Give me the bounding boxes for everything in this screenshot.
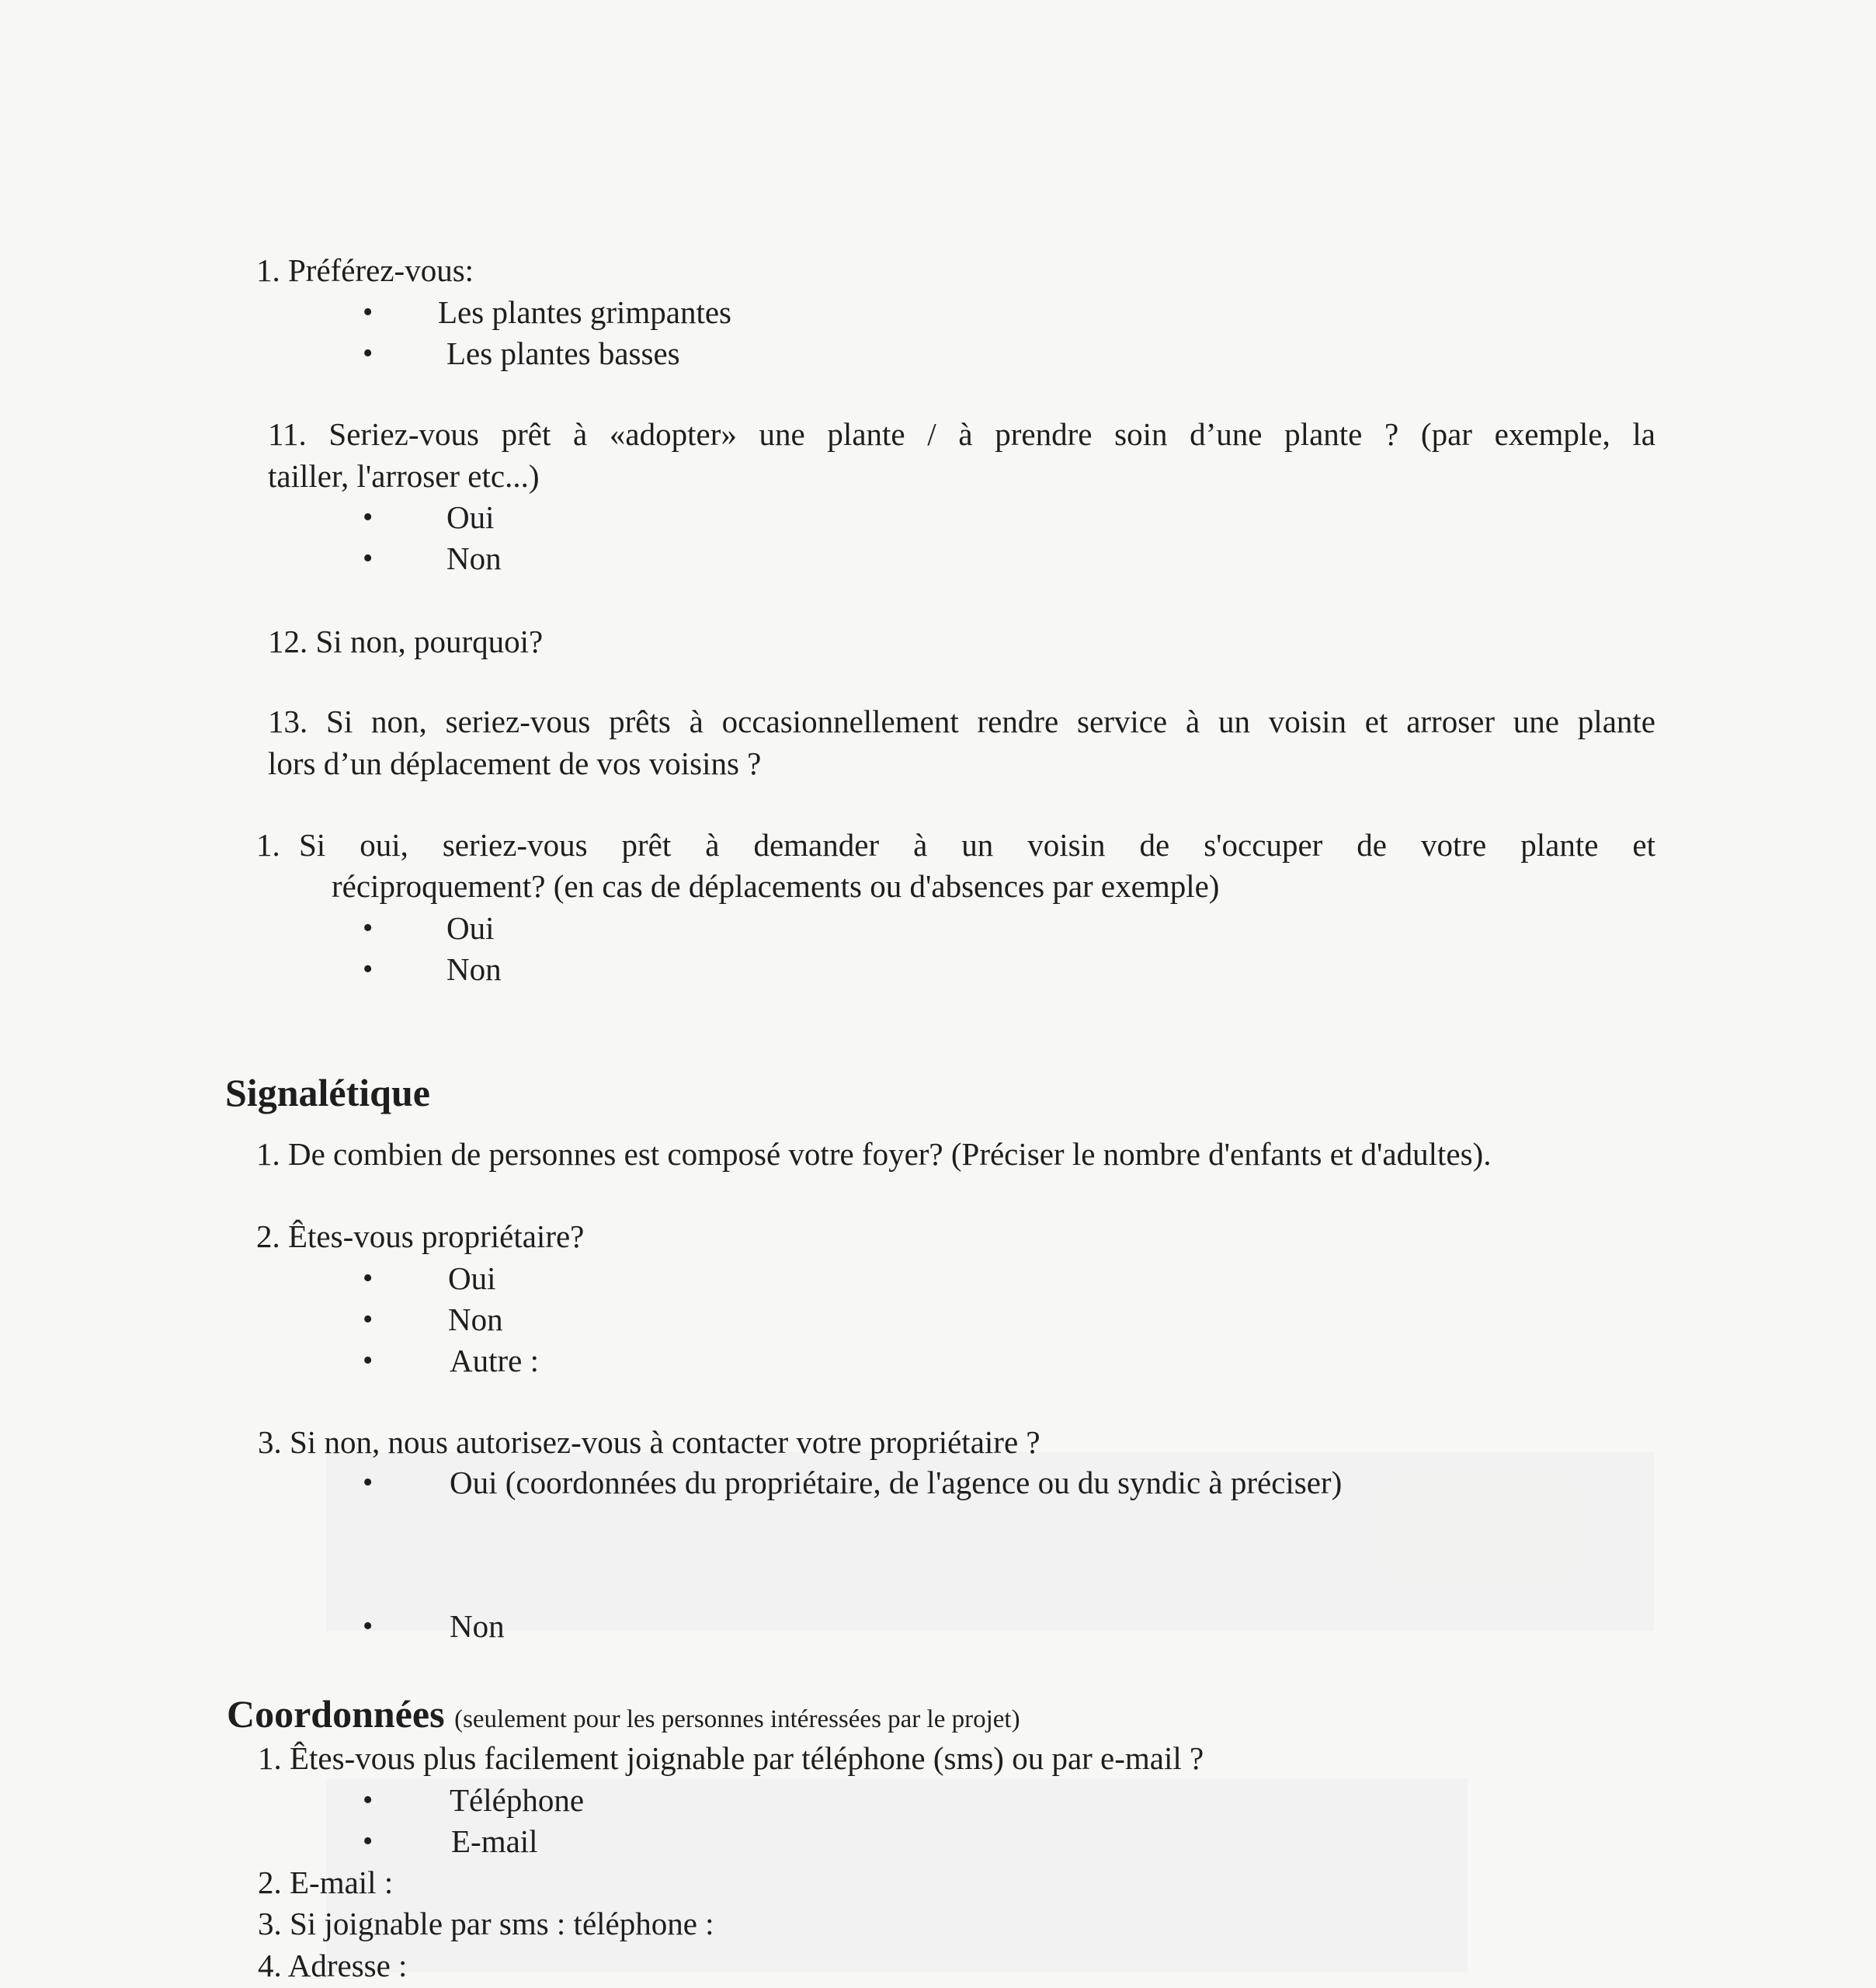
option-low-plants: Les plantes basses (446, 335, 680, 371)
bullet: • (363, 1466, 373, 1499)
question-13-line-2: lors d’un déplacement de vos voisins ? (268, 746, 762, 781)
signaletique-q2-option-other: Autre : (450, 1343, 539, 1378)
question-si-oui-number: 1. (256, 827, 280, 863)
signaletique-question-1: 1. De combien de personnes est composé votre foyer? (Préciser le nombre d'enfants et d'adultes). (256, 1136, 1492, 1172)
bullet: • (363, 953, 373, 985)
coordonnees-question-4: 4. Adresse : (258, 1948, 408, 1983)
bullet: • (363, 1344, 373, 1377)
question-si-oui-line-2: réciproquement? (en cas de déplacements ou d'absences par exemple) (332, 868, 1220, 904)
bullet: • (363, 1825, 373, 1858)
bullet: • (363, 296, 373, 328)
question-1-label: 1. Préférez-vous: (256, 252, 474, 288)
signaletique-question-2: 2. Êtes-vous propriétaire? (256, 1218, 585, 1254)
question-11-option-yes: Oui (446, 499, 495, 535)
section-title-coordonnees (227, 1691, 1020, 1743)
coordonnees-title: Coordonnées (227, 1692, 445, 1736)
coordonnees-question-3: 3. Si joignable par sms : téléphone : (258, 1906, 714, 1941)
section-title-signaletique: Signalétique (225, 1071, 430, 1114)
bullet: • (363, 1262, 373, 1295)
question-11-line-2: tailler, l'arroser etc...) (268, 458, 540, 494)
question-11-option-no: Non (446, 540, 502, 576)
question-12-label: 12. Si non, pourquoi? (268, 624, 544, 659)
signaletique-q2-option-yes: Oui (448, 1260, 496, 1296)
signaletique-question-3: 3. Si non, nous autorisez-vous à contacter votre propriétaire ? (258, 1424, 1040, 1460)
question-si-oui-option-no: Non (446, 951, 502, 987)
coordonnees-question-2: 2. E-mail : (258, 1865, 394, 1900)
bullet: • (363, 337, 373, 370)
bullet: • (363, 501, 373, 533)
signaletique-q3-option-no: Non (450, 1608, 505, 1644)
coordonnees-subtitle: (seulement pour les personnes intéressées par le projet) (454, 1705, 1020, 1733)
coordonnees-option-telephone: Téléphone (450, 1782, 585, 1818)
question-si-oui-option-yes: Oui (446, 910, 495, 946)
bullet: • (363, 912, 373, 944)
option-climbing-plants: Les plantes grimpantes (438, 294, 732, 330)
bullet: • (363, 1303, 373, 1336)
bullet: • (363, 1610, 373, 1642)
coordonnees-question-1: 1. Êtes-vous plus facilement joignable par téléphone (sms) ou par e-mail ? (258, 1740, 1204, 1776)
question-13-line-1: 13. Si non, seriez-vous prêts à occasionnellement rendre service à un voisin et arroser une plante (268, 704, 1655, 739)
bullet: • (363, 1784, 373, 1816)
bullet: • (363, 542, 373, 575)
coordonnees-option-email: E-mail (451, 1823, 538, 1859)
signaletique-q3-option-yes: Oui (coordonnées du propriétaire, de l'agence ou du syndic à préciser) (450, 1465, 1343, 1500)
signaletique-q2-option-no: Non (448, 1302, 503, 1337)
question-11-line-1: 11. Seriez-vous prêt à «adopter» une plante / à prendre soin d’une plante ? (par exemple, la (268, 416, 1655, 452)
question-si-oui-line-1: Si oui, seriez-vous prêt à demander à un voisin de s'occuper de votre plante et (299, 827, 1655, 863)
